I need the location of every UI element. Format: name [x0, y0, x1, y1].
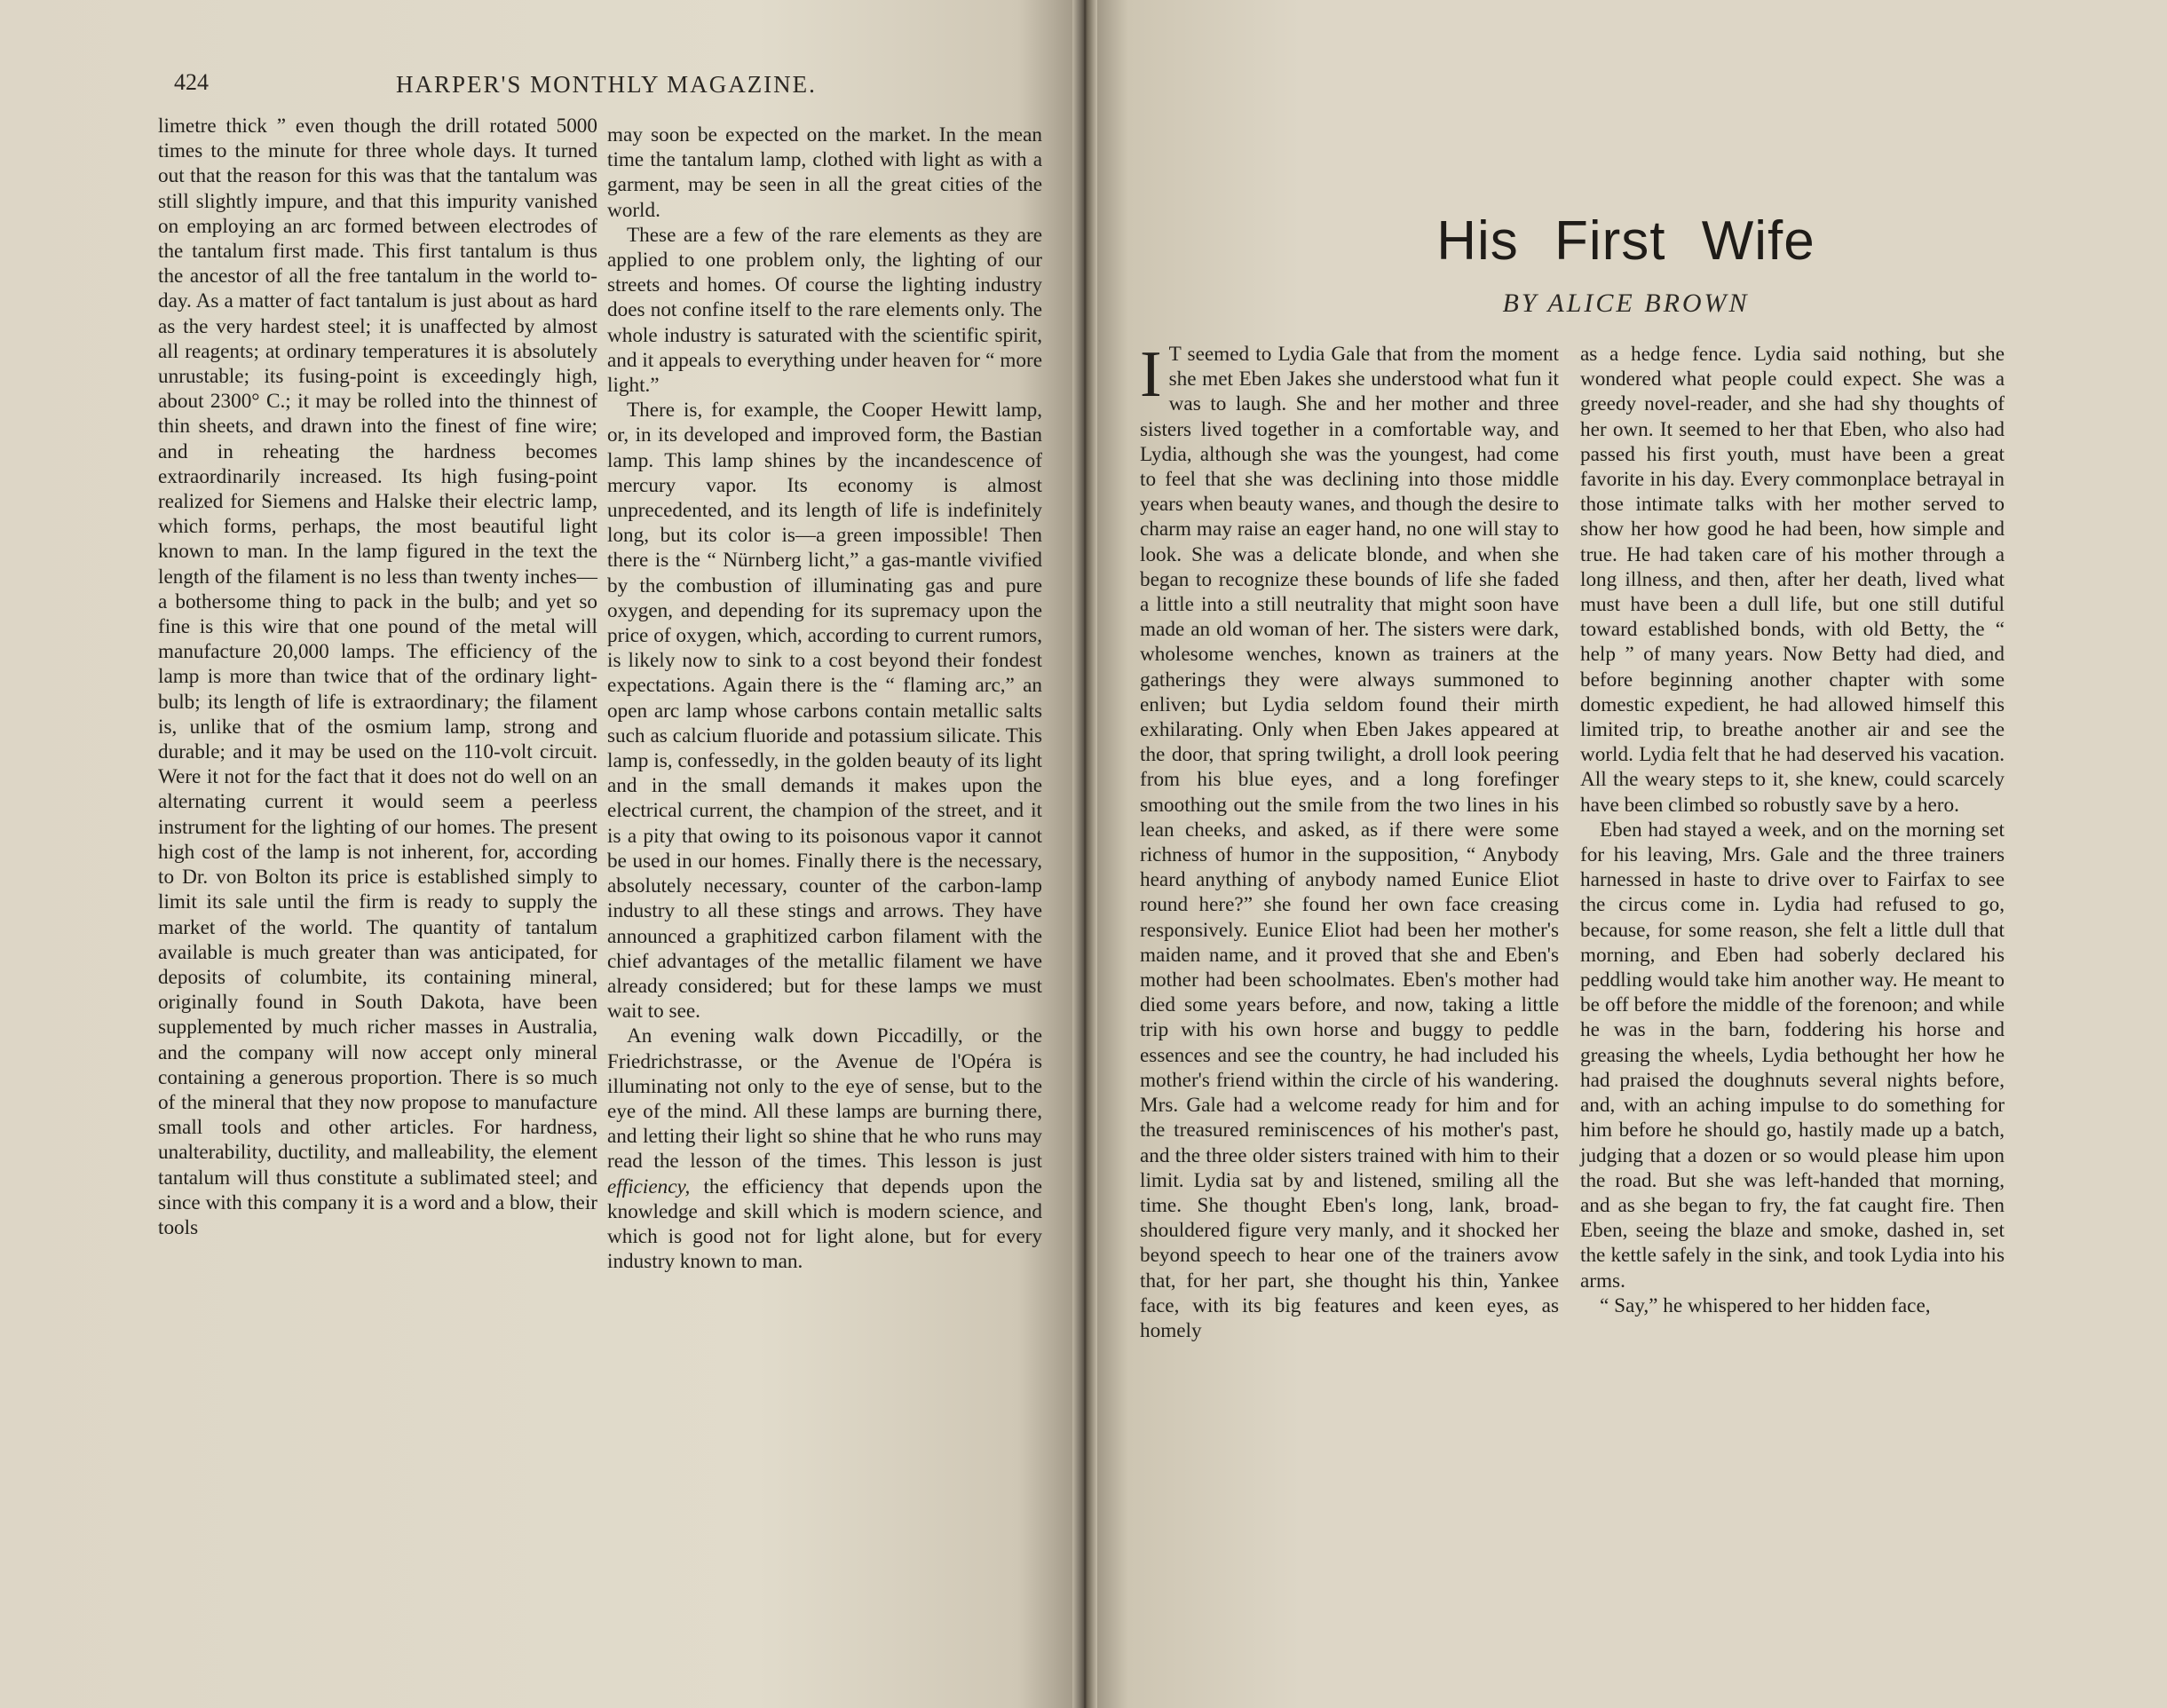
paragraph: There is, for example, the Cooper Hewitt lamp, or, in its developed and improved form, the Bastian lamp. This lamp shines by the incandescence of mercury vapor. Its economy is almost unprecedented, and its length of life is indefinitely long, but its color is—a green impossible! Then there is the “ Nürnberg licht,” a gas-mantle vivified by the combustion of illuminating gas and pure oxygen, and depending for its supremacy upon the price of oxygen, which, according to current rumors, is likely now to sink to a cost beyond their fondest expectations. Again there is the “ flaming arc,” an open arc lamp whose carbons contain metallic salts such as calcium fluoride and potassium silicate. This lamp is, confessedly, in the golden beauty of its light and in the small demands it makes upon the electrical current, the champion of the street, and it is a pity that owing to its poisonous vapor it cannot be used in our homes. Finally there is the necessary, absolutely necessary, counter of the carbon-lamp industry to all these stings and arrows. They have announced a graphitized carbon filament with the chief advantages of the metallic filament we have already considered; but for these lamps we must wait to see.: [607, 399, 1042, 1024]
paragraph-text: T seemed to Lydia Gale that from the moment she met Eben Jakes she understood what fun it was to laugh. She and her mother and three sisters lived together in a comfortable way, and Lydia, although she was the youngest, had come to feel that she was declining into those middle years when beauty wanes, and though the desire to charm may raise an eager hand, no one will stay to look. She was a delicate blonde, and when she began to recognize these bounds of life she faded a little into a still neutrality that might soon have made an old woman of her. The sisters were dark, wholesome wenches, known as trainers at the gatherings they were always summoned to enliven; but Lydia seldom found their mirth exhilarating. Only when Eben Jakes appeared at the door, that spring twilight, a droll look peering from his blue eyes, and a long forefinger smoothing out the smile from the two lines in his lean cheeks, and asked, as if there were some richness of humor in the supposition, “ Anybody heard anything of anybody named Eunice Eliot round here?” she found her own face creasing responsively. Eunice Eliot had been her mother's maiden name, and it proved that she and Eben's mother had been schoolmates. Eben's mother had died some years before, and now, taking a little trip with his own horse and buggy to peddle essences and see the country, he had included his mother's friend within the circle of his wandering. Mrs. Gale had a welcome ready for him and for the treasured reminiscences of his mother's past, and the three older sisters trained with him to their limit. Lydia sat by and listened, smiling all the time. She thought Eben's long, lank, broad-shouldered figure very manly, and it shocked her beyond speech to hear one of the trainers avow that, for her part, she thought his thin, Yankee face, with its big features and keen eyes, as homely: [1140, 343, 1559, 1342]
paragraph-final: [607, 1024, 1042, 1274]
magazine-title: HARPER'S MONTHLY MAGAZINE.: [396, 71, 817, 98]
paragraph: Eben had stayed a week, and on the morning set for his leaving, Mrs. Gale and the three trainers harnessed in haste to drive over to Fairfax to see the circus come in. Lydia had refused to go, because, for some reason, she felt a little dull that morning, and Eben had soberly declared his peddling would take him another way. He meant to be off before the middle of the forenoon; and while he was in the barn, foddering his horse and greasing the wheels, Lydia bethought her how he had praised the doughnuts several nights before, and, with an aching impulse to do something for him before he should go, hastily made up a batch, judging that a dozen or so would please him upon the road. But she was left-handed that morning, and as she began to fry, the fat caught fire. Then Eben, seeing the blaze and smoke, dashed in, set the kettle safely in the sink, and took Lydia into his arms.: [1580, 818, 2005, 1293]
right-column-1: [1140, 338, 1559, 1343]
paragraph: may soon be expected on the market. In the mean time the tantalum lamp, clothed with light as with a garment, may be seen in all the great cities of the world.: [607, 123, 1042, 222]
paragraph: as a hedge fence. Lydia said nothing, but she wondered what people could expect. She was a greedy novel-reader, and she had shy thoughts of her own. It seemed to her that Eben, who also had passed his first youth, must have been a great favorite in his day. Every commonplace betrayal in those intimate talks with her mother served to show her how good he had been, how simple and true. He had taken care of his mother through a long illness, and then, after her death, lived what must have been a dull life, but one still dutiful toward established bonds, with old Betty, the “ help ” of many years. Now Betty had died, and before beginning another chapter with some domestic expedient, he had allowed himself this limited trip, to breathe another air and see the world. Lydia felt that he had deserved his vacation. All the weary steps to it, she knew, could scarcely have been climbed so robustly save by a hero.: [1580, 343, 2005, 817]
paragraph: These are a few of the rare elements as they are applied to one problem only, the lighting of our streets and homes. Of course the lighting industry does not confine itself to the rare elements only. The whole industry is saturated with the scientific spirit, and it appeals to everything under heaven for “ more light.”: [607, 223, 1042, 398]
paragraph: “ Say,” he whispered to her hidden face,: [1600, 1293, 1931, 1317]
left-page: [0, 0, 1083, 1708]
paragraph-text: An evening walk down Piccadilly, or the Friedrichstrasse, or the Avenue de l'Opéra is illuminating not only to the eye of sense, but to the eye of the mind. All these lamps are burning there, and letting their light so shine that he who runs may read the lesson of the times. This lesson is just: [607, 1024, 1042, 1174]
paragraph: limetre thick ” even though the drill rotated 5000 times to the minute for three whole days. It turned out that the reason for this was that the tantalum was still slightly impure, and that this impurity vanished on employing an arc formed between electrodes of the tantalum first made. This first tantalum is thus the ancestor of all the free tantalum in the world to-day. As a matter of fact tantalum is just about as hard as the very hardest steel; it is unaffected by almost all reagents; at ordinary temperatures it is absolutely unrustable; its fusing-point is exceedingly high, about 2300° C.; it may be rolled into the thinnest of thin sheets, and drawn into the finest of fine wire; and in reheating the hardness becomes extraordinarily increased. Its high fusing-point realized for Siemens and Halske their electric lamp, which forms, perhaps, the most beautiful light known to man. In the lamp figured in the text the length of the filament is no less than twenty inches—a bothersome thing to pack in the bulb; and yet so fine is this wire that one pound of the metal will manufacture 20,000 lamps. The efficiency of the lamp is more than twice that of the ordinary light-bulb; its length of life is extraordinary; the filament is, unlike that of the osmium lamp, strong and durable; and it may be used on the 110-volt circuit. Were it not for the fact that it does not do well on an alternating current it would seem a peerless instrument for the lighting of our homes. The present high cost of the lamp is not inherent, for, according to Dr. von Bolton its price is established simply to limit its sale until the firm is ready to supply the market of the world. The quantity of tantalum available is much greater than was anticipated, for deposits of columbite, its containing mineral, originally found in South Dakota, have been supplemented by much richer masses in Australia, and the company will now accept only mineral containing a generous proportion. There is so much of the mineral that they now propose to manufacture small tools and other articles. For hardness, unalterability, ductility, and malleability, the element tantalum will thus constitute a sublimated steel; and since with this company it is a word and a blow, their tools: [158, 115, 597, 1239]
emphasis-efficiency: efficiency,: [607, 1174, 691, 1198]
article-title: His First Wife: [1436, 210, 1815, 272]
opening-paragraph: [1140, 338, 1559, 1343]
drop-cap: I: [1140, 338, 1162, 411]
left-column-1: [158, 114, 597, 1240]
article-byline: BY ALICE BROWN: [1502, 289, 1750, 318]
paragraph-text: the efficiency that depends upon the knowledge and skill which is modern science, and which is good not for light alone, but for every industry known to man.: [607, 1174, 1042, 1274]
page-number: 424: [174, 69, 209, 95]
left-column-2: [607, 123, 1042, 1274]
right-column-2: [1580, 342, 2005, 1318]
